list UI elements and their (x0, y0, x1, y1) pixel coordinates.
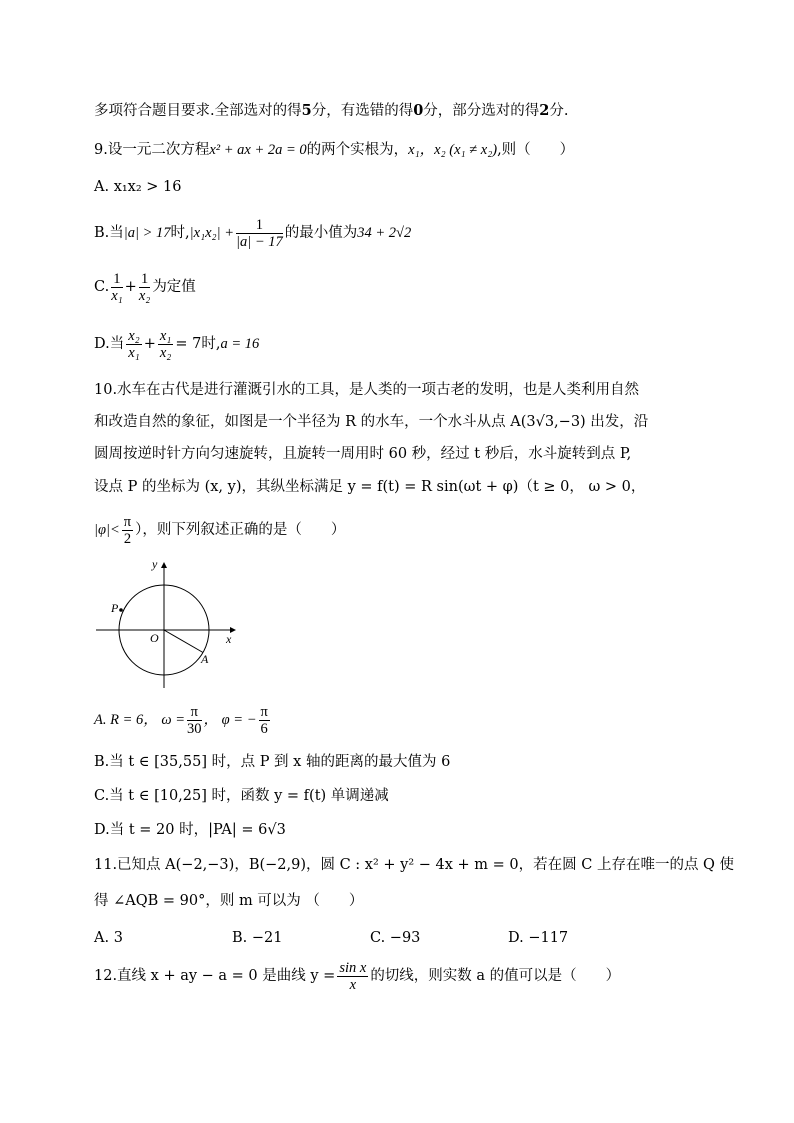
y-axis-label: y (152, 560, 158, 571)
q9-d-fraction-2 (158, 328, 173, 361)
q10-option-b[interactable] (94, 752, 450, 772)
q10-line-5-num: π (123, 513, 132, 530)
q9-option-b[interactable] (94, 215, 411, 251)
q9-c-end: 为定值 (152, 279, 196, 295)
q10-line-5-end: ），则下列叙述正确的是（ ） (135, 522, 346, 538)
radius-oa (164, 630, 203, 653)
q12-end: 的切线，则实数 a 的值可以是（ ） (370, 968, 621, 984)
instructions-line (94, 101, 569, 121)
q10-a-num1: π (187, 704, 202, 721)
q9-d-fraction-1 (126, 328, 141, 361)
q10-a-num2: π (260, 703, 268, 720)
point-p-label: P (111, 601, 119, 615)
instructions-text-4: 分. (549, 103, 569, 119)
q9-roots: x₁，x₂ (x₁ ≠ x₂) (408, 142, 498, 158)
origin-label: O (150, 631, 159, 645)
q9-d-frac2-den: x₂ (159, 344, 172, 361)
q11-option-c-text: C. −93 (370, 930, 421, 946)
q10-a-den2: 6 (260, 720, 268, 737)
q9-b-value: 34 + 2√2 (357, 225, 412, 241)
q10-line-1 (94, 380, 639, 400)
q9-c-prefix: C. (94, 279, 110, 295)
q11-line-2-text: 得 ∠AQB = 90°，则 m 可以为 （ ） (94, 893, 364, 909)
q9-b-end: 的最小值为 (284, 225, 358, 241)
q12-stem (94, 958, 620, 994)
q9-c-plus: + (124, 279, 137, 295)
q9-stem-end: ,则（ ） (497, 142, 575, 158)
q11-option-a[interactable] (94, 928, 123, 948)
q9-b-expr: |x₁x₂| + (189, 225, 234, 241)
instructions-text-3: 分，部分选对的得 (423, 103, 540, 119)
q9-d-end: a = 16 (220, 336, 260, 352)
instructions-score-full: 5 (301, 102, 312, 119)
q11-option-b[interactable] (232, 928, 282, 948)
q9-stem (94, 140, 574, 160)
q9-stem-mid: 的两个实根为， (306, 142, 409, 158)
q10-line-3-text: 圆周按逆时针方向匀速旋转，且旋转一周用时 60 秒，经过 t 秒后，水斗旋转到点 P, (94, 446, 632, 462)
q11-line-1 (94, 855, 734, 875)
q11-option-d[interactable] (508, 928, 568, 948)
q11-option-d-text: D. −117 (508, 930, 569, 946)
point-p (119, 608, 123, 612)
q10-line-1-text: 10.水车在古代是进行灌溉引水的工具，是人类的一项古老的发明，也是人类利用自然 (94, 382, 640, 398)
q10-line-5-den: 2 (123, 530, 132, 547)
q9-c-fraction-2 (139, 271, 150, 304)
q9-c-frac2-num: 1 (139, 271, 150, 288)
q10-option-c-text: C.当 t ∈ [10,25] 时，函数 y = f(t) 单调递减 (94, 788, 389, 804)
q9-d-frac1-den: x₁ (128, 344, 140, 361)
q9-d-prefix: D.当 (94, 336, 125, 352)
q12-frac-num: sin x (339, 959, 367, 976)
q10-a-den1: 30 (187, 720, 202, 737)
q9-d-mid: = 7时, (175, 336, 221, 352)
point-a-label: A (201, 652, 209, 666)
q10-line-5-fraction (122, 514, 133, 547)
waterwheel-diagram (92, 560, 242, 690)
q9-option-a[interactable] (94, 177, 182, 197)
q9-equation: x² + ax + 2a = 0 (209, 142, 307, 158)
q10-option-a[interactable] (94, 702, 272, 738)
instructions-score-wrong: 0 (413, 102, 424, 119)
q11-option-a-text: A. 3 (94, 930, 123, 946)
q12-frac-den: x (349, 976, 357, 993)
x-axis-label: x (226, 632, 232, 646)
q9-stem-prefix: 9.设一元二次方程 (94, 142, 210, 158)
q9-b-mid: 时, (170, 225, 190, 241)
q9-b-fraction (236, 217, 283, 250)
q10-option-d[interactable] (94, 820, 286, 840)
q12-prefix: 12.直线 x + ay − a = 0 是曲线 y = (94, 968, 336, 984)
q11-line-1-text: 11.已知点 A(−2,−3)，B(−2,9)，圆 C : x² + y² − 4x + m = 0，若在圆 C 上存在唯一的点 Q 使 (94, 857, 735, 873)
instructions-text-2: 分，有选错的得 (311, 103, 414, 119)
q10-line-3 (94, 444, 631, 464)
y-axis-arrow-icon (161, 562, 167, 568)
q11-line-2 (94, 891, 363, 911)
q11-option-b-text: B. −21 (232, 930, 283, 946)
instructions-text: 多项符合题目要求.全部选对的得 (94, 103, 302, 119)
q10-a-prefix: A. R = 6， ω = (94, 712, 186, 728)
q9-option-d[interactable] (94, 326, 259, 362)
q9-c-fraction-1 (111, 271, 122, 304)
q9-option-c[interactable] (94, 269, 196, 305)
q10-option-c[interactable] (94, 786, 389, 806)
q9-b-frac-num: 1 (236, 217, 283, 234)
q10-a-fraction-1 (187, 704, 202, 737)
q9-c-frac2-den: x₂ (138, 287, 151, 304)
q9-d-plus: + (143, 336, 156, 352)
q9-b-frac-den: |a| − 17 (235, 233, 283, 250)
q10-line-4-text: 设点 P 的坐标为 (x, y)，其纵坐标满足 y = f(t) = R sin(ωt + φ)（t ≥ 0， ω > 0， (94, 479, 646, 495)
q10-a-fraction-2 (259, 704, 270, 737)
q12-fraction (337, 960, 368, 993)
waterwheel-figure (92, 560, 242, 694)
q10-line-5 (94, 512, 345, 548)
q9-option-a-text: A. x₁x₂ > 16 (94, 179, 182, 195)
q9-d-frac1-num: x₂ (128, 327, 140, 344)
q10-line-5-prefix: |φ|< (94, 522, 120, 538)
q10-option-b-text: B.当 t ∈ [35,55] 时，点 P 到 x 轴的距离的最大值为 6 (94, 754, 451, 770)
instructions-score-partial: 2 (539, 102, 550, 119)
q10-line-4 (94, 477, 645, 497)
q10-a-mid: ， φ = − (203, 712, 257, 728)
q10-line-2-text: 和改造自然的象征，如图是一个半径为 R 的水车，一个水斗从点 A(3√3,−3) 出发，沿 (94, 414, 649, 430)
q9-b-prefix: B.当 (94, 225, 124, 241)
q9-b-condition: |a| > 17 (123, 225, 171, 241)
q10-option-d-text: D.当 t = 20 时，|PA| = 6√3 (94, 822, 286, 838)
q10-line-2 (94, 412, 648, 432)
q11-option-c[interactable] (370, 928, 420, 948)
q9-d-frac2-num: x₁ (159, 327, 172, 344)
q9-c-frac1-num: 1 (111, 271, 122, 288)
q9-c-frac1-den: x₁ (111, 287, 123, 304)
